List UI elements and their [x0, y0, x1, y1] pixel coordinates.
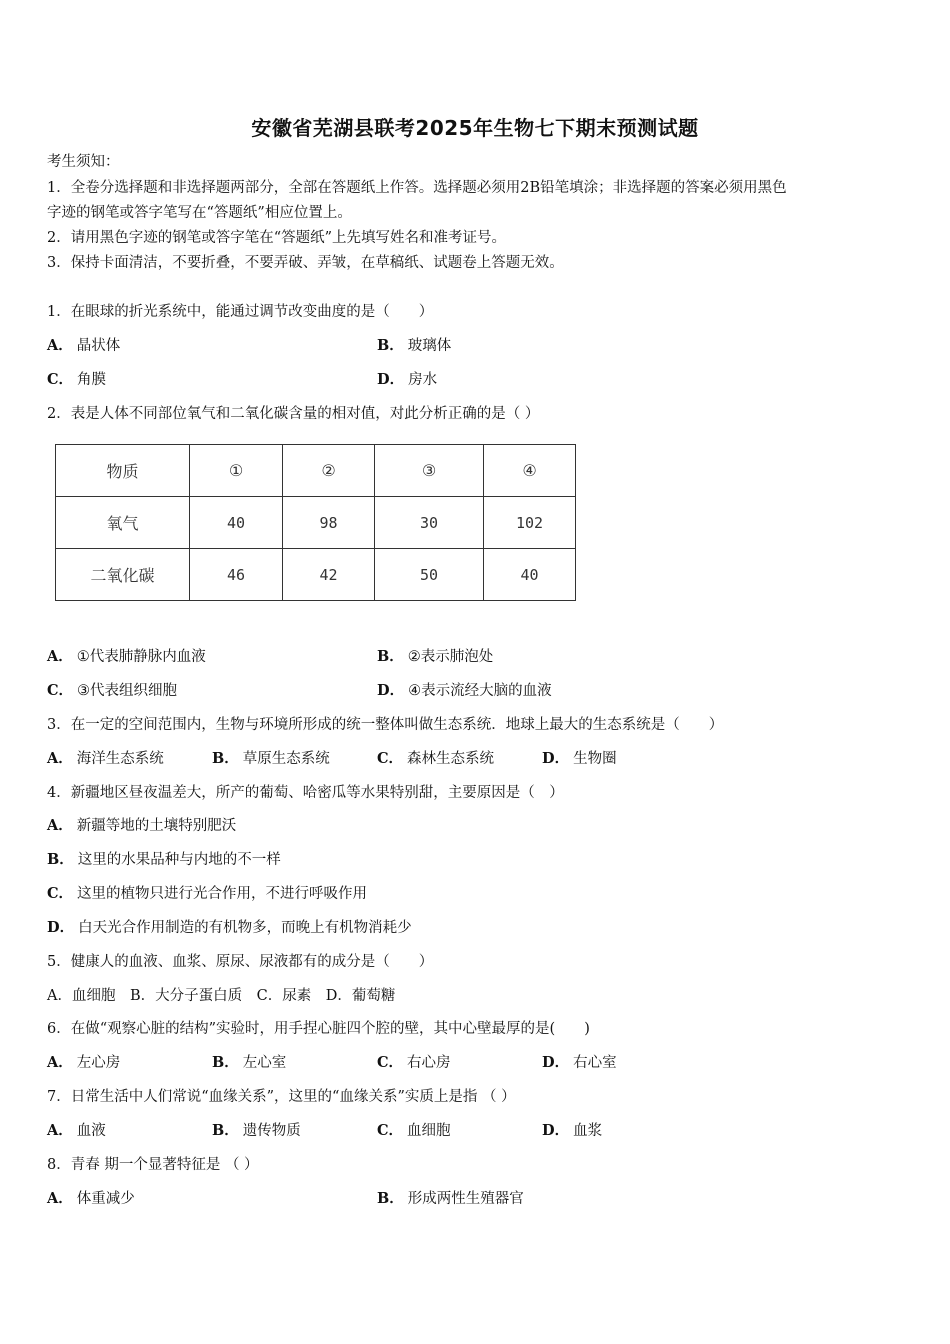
option-label: D．	[377, 682, 405, 699]
table-cell: 98	[283, 497, 375, 549]
option-text: 左心室	[242, 1055, 287, 1071]
option-text: 新疆等地的土壤特别肥沃	[76, 818, 237, 834]
option-text: 草原生态系统	[242, 751, 330, 767]
question-3-option-b[interactable]	[212, 749, 330, 769]
option-label: B．	[212, 1054, 239, 1071]
option-label: B．	[212, 750, 239, 767]
notice-item-1: 1．全卷分选择题和非选择题两部分，全部在答题纸上作答。选择题必须用2B铅笔填涂；非选择题的答案必须用黑色	[47, 180, 787, 196]
option-label: D．	[377, 371, 405, 388]
notice-item-3: 3．保持卡面清洁，不要折叠，不要弄破、弄皱，在草稿纸、试题卷上答题无效。	[47, 255, 564, 271]
option-text: 房水	[408, 372, 438, 388]
option-text: 右心室	[573, 1055, 617, 1071]
question-7-option-d[interactable]	[542, 1121, 602, 1141]
option-label: C．	[47, 682, 74, 699]
table-cell: 102	[484, 497, 576, 549]
question-3-option-d[interactable]	[542, 749, 617, 769]
question-4-option-d[interactable]	[47, 918, 412, 938]
option-label: D．	[47, 919, 75, 936]
question-2-stem: 2．表是人体不同部位氧气和二氧化碳含量的相对值，对此分析正确的是（ ）	[47, 406, 540, 422]
question-8-option-a[interactable]	[47, 1189, 135, 1209]
option-text: 角膜	[77, 372, 107, 388]
table-header-cell: 物质	[56, 445, 190, 497]
option-text: ①代表肺静脉内血液	[76, 649, 206, 665]
question-6-option-d[interactable]	[542, 1053, 617, 1073]
option-text: 这里的植物只进行光合作用，不进行呼吸作用	[77, 886, 368, 902]
option-label: A．	[47, 1190, 73, 1207]
option-label: C．	[377, 750, 404, 767]
option-label: D．	[542, 1054, 570, 1071]
option-label: B．	[47, 851, 74, 868]
option-label: A．	[47, 750, 73, 767]
question-7-option-b[interactable]	[212, 1121, 301, 1141]
option-text: ③代表组织细胞	[77, 683, 178, 699]
question-4-option-b[interactable]	[47, 850, 281, 870]
question-6-option-a[interactable]	[47, 1053, 120, 1073]
table-cell: 氧气	[56, 497, 190, 549]
option-text: 血液	[76, 1123, 106, 1139]
table-header-cell: ①	[190, 445, 283, 497]
table-cell: 40	[484, 549, 576, 601]
table-header-row	[56, 445, 576, 497]
page-title: 安徽省芜湖县联考2025年生物七下期末预测试题	[251, 116, 699, 140]
question-7-option-c[interactable]	[377, 1121, 451, 1141]
option-label: A．	[47, 648, 73, 665]
option-label: D．	[542, 1122, 570, 1139]
question-2-option-c[interactable]	[47, 681, 177, 701]
question-7-option-a[interactable]	[47, 1121, 106, 1141]
notice-item-1-cont: 字迹的钢笔或答字笔写在“答题纸”相应位置上。	[47, 205, 352, 221]
question-3-option-c[interactable]	[377, 749, 494, 769]
option-text: 白天光合作用制造的有机物多，而晚上有机物消耗少	[78, 920, 412, 936]
option-text: 血浆	[573, 1123, 603, 1139]
option-text: 森林生态系统	[407, 751, 495, 767]
question-5-stem: 5．健康人的血液、血浆、原尿、尿液都有的成分是（ ）	[47, 954, 434, 970]
option-label: A．	[47, 817, 73, 834]
question-4-stem: 4．新疆地区昼夜温差大，所产的葡萄、哈密瓜等水果特别甜，主要原因是（ ）	[47, 785, 564, 801]
question-1-option-b[interactable]	[377, 336, 451, 356]
option-text: 玻璃体	[407, 338, 452, 354]
table-cell: 40	[190, 497, 283, 549]
question-4-option-a[interactable]	[47, 816, 236, 836]
question-5-options[interactable]: A．血细胞 B．大分子蛋白质 C．尿素 D．葡萄糖	[47, 988, 396, 1004]
question-3-stem: 3．在一定的空间范围内，生物与环境所形成的统一整体叫做生态系统．地球上最大的生态系统是（ ）	[47, 717, 724, 733]
table-cell: 50	[375, 549, 484, 601]
question-8-stem: 8．青春 期一个显著特征是 （ ）	[47, 1157, 259, 1173]
table-row	[56, 549, 576, 601]
option-text: 遗传物质	[242, 1123, 301, 1139]
option-text: 生物圈	[573, 751, 617, 767]
table-cell: 46	[190, 549, 283, 601]
question-2-option-d[interactable]	[377, 681, 552, 701]
question-1-option-d[interactable]	[377, 370, 437, 390]
question-6-option-b[interactable]	[212, 1053, 286, 1073]
option-label: B．	[212, 1122, 239, 1139]
question-7-stem: 7．日常生活中人们常说“血缘关系”，这里的“血缘关系”实质上是指 （ ）	[47, 1089, 516, 1105]
table-header-cell: ③	[375, 445, 484, 497]
notice-heading: 考生须知：	[47, 154, 120, 170]
notice-item-2: 2．请用黑色字迹的钢笔或答字笔在“答题纸”上先填写姓名和准考证号。	[47, 230, 507, 246]
question-1-stem: 1．在眼球的折光系统中，能通过调节改变曲度的是（ ）	[47, 304, 434, 320]
option-text: 海洋生态系统	[76, 751, 164, 767]
question-2-option-b[interactable]	[377, 647, 493, 667]
option-text: 形成两性生殖器官	[407, 1191, 524, 1207]
option-label: C．	[47, 371, 74, 388]
option-label: B．	[377, 337, 404, 354]
option-label: D．	[542, 750, 570, 767]
table-cell: 42	[283, 549, 375, 601]
question-6-option-c[interactable]	[377, 1053, 451, 1073]
table-header-cell: ④	[484, 445, 576, 497]
option-text: 体重减少	[76, 1191, 135, 1207]
table-row	[56, 497, 576, 549]
option-label: C．	[377, 1122, 404, 1139]
option-text: ②表示肺泡处	[407, 649, 494, 665]
question-1-option-c[interactable]	[47, 370, 106, 390]
option-text: ④表示流经大脑的血液	[408, 683, 552, 699]
table-cell: 二氧化碳	[56, 549, 190, 601]
table-header-cell: ②	[283, 445, 375, 497]
option-text: 右心房	[407, 1055, 451, 1071]
question-3-option-a[interactable]	[47, 749, 164, 769]
option-label: A．	[47, 1054, 73, 1071]
option-label: C．	[47, 885, 74, 902]
question-4-option-c[interactable]	[47, 884, 367, 904]
option-label: B．	[377, 1190, 404, 1207]
question-1-option-a[interactable]	[47, 336, 120, 356]
option-label: A．	[47, 1122, 73, 1139]
option-text: 这里的水果品种与内地的不一样	[77, 852, 281, 868]
option-text: 血细胞	[407, 1123, 451, 1139]
option-label: A．	[47, 337, 73, 354]
option-text: 晶状体	[76, 338, 121, 354]
question-8-option-b[interactable]	[377, 1189, 524, 1209]
option-text: 左心房	[76, 1055, 121, 1071]
question-6-stem: 6．在做“观察心脏的结构”实验时，用手捏心脏四个腔的壁，其中心壁最厚的是( )	[47, 1021, 590, 1037]
table-cell: 30	[375, 497, 484, 549]
option-label: B．	[377, 648, 404, 665]
gas-content-table	[55, 444, 576, 601]
question-2-option-a[interactable]	[47, 647, 206, 667]
option-label: C．	[377, 1054, 404, 1071]
